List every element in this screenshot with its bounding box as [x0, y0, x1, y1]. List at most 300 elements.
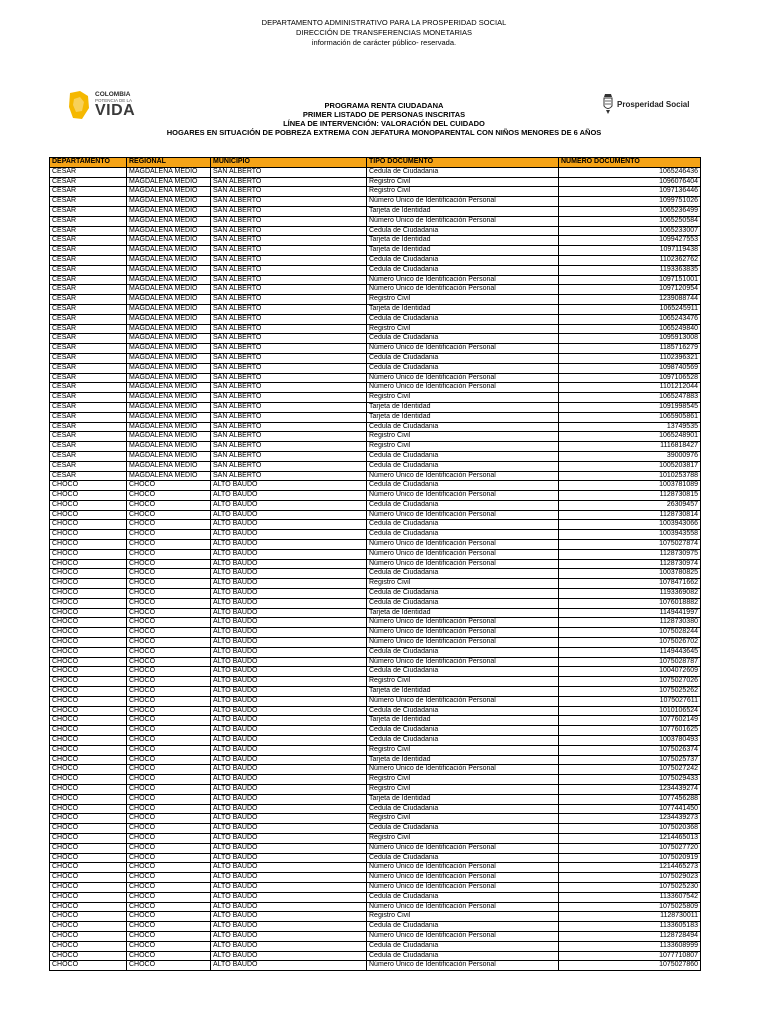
cell-municipio: SAN ALBERTO [211, 265, 367, 275]
cell-tipo-documento: Cedula de Ciudadania [367, 422, 559, 432]
cell-numero-documento: 1193363835 [559, 265, 701, 275]
cell-municipio: SAN ALBERTO [211, 187, 367, 197]
table-row [50, 314, 701, 324]
cell-tipo-documento: Cedula de Ciudadania [367, 461, 559, 471]
cell-municipio: ALTO BAUDÓ [211, 941, 367, 951]
cell-municipio: ALTO BAUDÓ [211, 549, 367, 559]
cell-municipio: SAN ALBERTO [211, 197, 367, 207]
cell-numero-documento: 1128730975 [559, 549, 701, 559]
table-row [50, 647, 701, 657]
cell-regional: MAGDALENA MEDIO [127, 383, 211, 393]
cell-regional: CHOCÓ [127, 491, 211, 501]
table-row [50, 412, 701, 422]
cell-tipo-documento: Cedula de Ciudadania [367, 569, 559, 579]
table-row [50, 598, 701, 608]
cell-regional: CHOCÓ [127, 912, 211, 922]
cell-departamento: CHOCÓ [50, 716, 127, 726]
cell-municipio: ALTO BAUDÓ [211, 608, 367, 618]
cell-municipio: ALTO BAUDÓ [211, 618, 367, 628]
cell-numero-documento: 1097120954 [559, 285, 701, 295]
cell-municipio: ALTO BAUDÓ [211, 736, 367, 746]
table-row [50, 285, 701, 295]
cell-regional: MAGDALENA MEDIO [127, 461, 211, 471]
cell-municipio: ALTO BAUDÓ [211, 951, 367, 961]
cell-regional: CHOCÓ [127, 726, 211, 736]
cell-departamento: CESAR [50, 275, 127, 285]
cell-regional: CHOCÓ [127, 736, 211, 746]
cell-numero-documento: 1077602149 [559, 716, 701, 726]
cell-numero-documento: 1075025809 [559, 902, 701, 912]
cell-tipo-documento: Cedula de Ciudadania [367, 589, 559, 599]
cell-regional: CHOCÓ [127, 677, 211, 687]
cell-tipo-documento: Cedula de Ciudadania [367, 736, 559, 746]
cell-tipo-documento: Cedula de Ciudadania [367, 951, 559, 961]
cell-departamento: CHOCÓ [50, 833, 127, 843]
cell-departamento: CESAR [50, 295, 127, 305]
cell-departamento: CHOCÓ [50, 785, 127, 795]
cell-regional: MAGDALENA MEDIO [127, 275, 211, 285]
cell-regional: MAGDALENA MEDIO [127, 167, 211, 177]
cell-departamento: CHOCÓ [50, 706, 127, 716]
cell-tipo-documento: Cedula de Ciudadania [367, 255, 559, 265]
table-row [50, 853, 701, 863]
cell-departamento: CHOCÓ [50, 961, 127, 971]
cell-municipio: ALTO BAUDÓ [211, 559, 367, 569]
cell-municipio: SAN ALBERTO [211, 373, 367, 383]
cell-numero-documento: 1065246436 [559, 167, 701, 177]
cell-departamento: CESAR [50, 177, 127, 187]
cell-tipo-documento: Cedula de Ciudadania [367, 353, 559, 363]
cell-tipo-documento: Registro Civil [367, 677, 559, 687]
cell-departamento: CHOCÓ [50, 638, 127, 648]
cell-tipo-documento: Registro Civil [367, 814, 559, 824]
table-row [50, 745, 701, 755]
cell-tipo-documento: Número Único de Identificación Personal [367, 863, 559, 873]
cell-regional: MAGDALENA MEDIO [127, 285, 211, 295]
column-header-departamento: DEPARTAMENTO [50, 158, 127, 168]
table-row [50, 765, 701, 775]
cell-regional: MAGDALENA MEDIO [127, 255, 211, 265]
cell-tipo-documento: Registro Civil [367, 745, 559, 755]
cell-tipo-documento: Cedula de Ciudadania [367, 647, 559, 657]
cell-departamento: CHOCÓ [50, 589, 127, 599]
cell-numero-documento: 1077456288 [559, 794, 701, 804]
cell-tipo-documento: Cedula de Ciudadania [367, 853, 559, 863]
cell-regional: CHOCÓ [127, 775, 211, 785]
table-body [50, 167, 701, 970]
table-row [50, 226, 701, 236]
cell-regional: MAGDALENA MEDIO [127, 177, 211, 187]
cell-municipio: SAN ALBERTO [211, 304, 367, 314]
cell-departamento: CESAR [50, 402, 127, 412]
cell-municipio: SAN ALBERTO [211, 246, 367, 256]
cell-tipo-documento: Cedula de Ciudadania [367, 892, 559, 902]
cell-departamento: CHOCÓ [50, 677, 127, 687]
cell-municipio: SAN ALBERTO [211, 324, 367, 334]
header-line-2: DIRECCIÓN DE TRANSFERENCIAS MONETARIAS [296, 28, 472, 37]
cell-departamento: CHOCÓ [50, 882, 127, 892]
cell-municipio: SAN ALBERTO [211, 226, 367, 236]
cell-numero-documento: 1003781089 [559, 481, 701, 491]
cell-regional: CHOCÓ [127, 569, 211, 579]
cell-numero-documento: 1075027720 [559, 843, 701, 853]
cell-regional: CHOCÓ [127, 755, 211, 765]
cell-regional: CHOCÓ [127, 785, 211, 795]
cell-numero-documento: 1005203817 [559, 461, 701, 471]
cell-municipio: ALTO BAUDÓ [211, 638, 367, 648]
table-row [50, 892, 701, 902]
cell-departamento: CESAR [50, 383, 127, 393]
cell-regional: CHOCÓ [127, 598, 211, 608]
cell-municipio: SAN ALBERTO [211, 461, 367, 471]
cell-tipo-documento: Cedula de Ciudadania [367, 598, 559, 608]
cell-numero-documento: 1075025230 [559, 882, 701, 892]
cell-municipio: ALTO BAUDÓ [211, 696, 367, 706]
document-subtitle-3: HOGARES EN SITUACIÓN DE POBREZA EXTREMA CON JEFATURA MONOPARENTAL CON NIÑOS MENORES DE 6 AÑOS [166, 128, 602, 137]
column-header-numero-documento: NUMERO DOCUMENTO [559, 158, 701, 168]
cell-departamento: CHOCÓ [50, 843, 127, 853]
cell-tipo-documento: Cedula de Ciudadania [367, 530, 559, 540]
cell-departamento: CESAR [50, 373, 127, 383]
cell-tipo-documento: Tarjeta de Identidad [367, 794, 559, 804]
cell-tipo-documento: Número Único de Identificación Personal [367, 197, 559, 207]
document-subtitle-1: PRIMER LISTADO DE PERSONAS INSCRITAS [302, 110, 466, 119]
cell-departamento: CESAR [50, 432, 127, 442]
cell-tipo-documento: Cedula de Ciudadania [367, 706, 559, 716]
table-row [50, 167, 701, 177]
cell-tipo-documento: Cedula de Ciudadania [367, 226, 559, 236]
table-row [50, 951, 701, 961]
cell-numero-documento: 1075025737 [559, 755, 701, 765]
table-row [50, 353, 701, 363]
cell-departamento: CESAR [50, 422, 127, 432]
cell-departamento: CHOCÓ [50, 775, 127, 785]
cell-departamento: CHOCÓ [50, 618, 127, 628]
cell-tipo-documento: Cedula de Ciudadania [367, 726, 559, 736]
cell-departamento: CESAR [50, 265, 127, 275]
cell-regional: CHOCÓ [127, 549, 211, 559]
cell-regional: CHOCÓ [127, 608, 211, 618]
document-title: PROGRAMA RENTA CIUDADANA [324, 101, 444, 110]
cell-tipo-documento: Número Único de Identificación Personal [367, 628, 559, 638]
table-row [50, 540, 701, 550]
cell-numero-documento: 1077710807 [559, 951, 701, 961]
cell-regional: MAGDALENA MEDIO [127, 197, 211, 207]
table-row [50, 520, 701, 530]
cell-departamento: CESAR [50, 226, 127, 236]
cell-regional: CHOCÓ [127, 696, 211, 706]
cell-municipio: ALTO BAUDÓ [211, 598, 367, 608]
cell-numero-documento: 1075028244 [559, 628, 701, 638]
table-row [50, 393, 701, 403]
cell-tipo-documento: Registro Civil [367, 833, 559, 843]
cell-departamento: CESAR [50, 334, 127, 344]
cell-regional: CHOCÓ [127, 510, 211, 520]
cell-departamento: CESAR [50, 255, 127, 265]
cell-numero-documento: 1128728494 [559, 931, 701, 941]
cell-tipo-documento: Registro Civil [367, 912, 559, 922]
cell-regional: MAGDALENA MEDIO [127, 442, 211, 452]
cell-regional: MAGDALENA MEDIO [127, 471, 211, 481]
cell-tipo-documento: Cedula de Ciudadania [367, 500, 559, 510]
cell-tipo-documento: Cedula de Ciudadania [367, 941, 559, 951]
cell-departamento: CESAR [50, 167, 127, 177]
cell-tipo-documento: Número Único de Identificación Personal [367, 843, 559, 853]
table-row [50, 814, 701, 824]
cell-municipio: ALTO BAUDÓ [211, 833, 367, 843]
cell-municipio: SAN ALBERTO [211, 275, 367, 285]
cell-numero-documento: 39000976 [559, 451, 701, 461]
table-row [50, 726, 701, 736]
cell-regional: CHOCÓ [127, 951, 211, 961]
table-row [50, 246, 701, 256]
cell-numero-documento: 1149441997 [559, 608, 701, 618]
cell-numero-documento: 1214465273 [559, 863, 701, 873]
cell-numero-documento: 1075029433 [559, 775, 701, 785]
cell-numero-documento: 1065250584 [559, 216, 701, 226]
table-row [50, 324, 701, 334]
table-row [50, 608, 701, 618]
cell-numero-documento: 1116818427 [559, 442, 701, 452]
cell-numero-documento: 1003943558 [559, 530, 701, 540]
cell-tipo-documento: Registro Civil [367, 187, 559, 197]
table-row [50, 873, 701, 883]
cell-regional: CHOCÓ [127, 765, 211, 775]
table-row [50, 657, 701, 667]
cell-tipo-documento: Registro Civil [367, 324, 559, 334]
cell-departamento: CHOCÓ [50, 931, 127, 941]
cell-departamento: CESAR [50, 324, 127, 334]
cell-regional: MAGDALENA MEDIO [127, 187, 211, 197]
cell-municipio: ALTO BAUDÓ [211, 824, 367, 834]
cell-regional: MAGDALENA MEDIO [127, 226, 211, 236]
cell-municipio: ALTO BAUDÓ [211, 687, 367, 697]
cell-regional: MAGDALENA MEDIO [127, 432, 211, 442]
table-row [50, 295, 701, 305]
table-row [50, 775, 701, 785]
table-row [50, 589, 701, 599]
cell-regional: CHOCÓ [127, 843, 211, 853]
cell-municipio: ALTO BAUDÓ [211, 500, 367, 510]
cell-municipio: ALTO BAUDÓ [211, 922, 367, 932]
table-row [50, 304, 701, 314]
cell-tipo-documento: Número Único de Identificación Personal [367, 540, 559, 550]
cell-departamento: CESAR [50, 206, 127, 216]
cell-regional: CHOCÓ [127, 657, 211, 667]
cell-numero-documento: 1075028787 [559, 657, 701, 667]
logo-left-line-1: COLOMBIA [95, 91, 131, 98]
cell-regional: CHOCÓ [127, 540, 211, 550]
cell-tipo-documento: Número Único de Identificación Personal [367, 657, 559, 667]
cell-tipo-documento: Tarjeta de Identidad [367, 236, 559, 246]
cell-tipo-documento: Cedula de Ciudadania [367, 824, 559, 834]
cell-tipo-documento: Registro Civil [367, 177, 559, 187]
cell-tipo-documento: Número Único de Identificación Personal [367, 618, 559, 628]
cell-municipio: SAN ALBERTO [211, 471, 367, 481]
cell-tipo-documento: Tarjeta de Identidad [367, 608, 559, 618]
cell-departamento: CHOCÓ [50, 520, 127, 530]
cell-regional: CHOCÓ [127, 579, 211, 589]
cell-tipo-documento: Registro Civil [367, 432, 559, 442]
cell-tipo-documento: Tarjeta de Identidad [367, 687, 559, 697]
cell-tipo-documento: Registro Civil [367, 579, 559, 589]
cell-numero-documento: 1096076404 [559, 177, 701, 187]
cell-numero-documento: 1234439273 [559, 814, 701, 824]
cell-tipo-documento: Registro Civil [367, 393, 559, 403]
prosperidad-social-text: Prosperidad Social [617, 100, 690, 109]
table-row [50, 785, 701, 795]
table-row [50, 931, 701, 941]
cell-numero-documento: 13749535 [559, 422, 701, 432]
cell-regional: MAGDALENA MEDIO [127, 265, 211, 275]
cell-numero-documento: 1065247883 [559, 393, 701, 403]
cell-tipo-documento: Cedula de Ciudadania [367, 451, 559, 461]
cell-departamento: CHOCÓ [50, 687, 127, 697]
table-row [50, 941, 701, 951]
cell-numero-documento: 1097136446 [559, 187, 701, 197]
cell-departamento: CESAR [50, 471, 127, 481]
cell-numero-documento: 26309457 [559, 500, 701, 510]
cell-municipio: SAN ALBERTO [211, 393, 367, 403]
cell-numero-documento: 1149443645 [559, 647, 701, 657]
table-row [50, 206, 701, 216]
cell-municipio: ALTO BAUDÓ [211, 530, 367, 540]
cell-numero-documento: 1193369082 [559, 589, 701, 599]
cell-numero-documento: 1075027026 [559, 677, 701, 687]
cell-municipio: ALTO BAUDÓ [211, 794, 367, 804]
table-row [50, 863, 701, 873]
cell-numero-documento: 1099427553 [559, 236, 701, 246]
cell-departamento: CESAR [50, 451, 127, 461]
cell-departamento: CHOCÓ [50, 824, 127, 834]
cell-departamento: CESAR [50, 442, 127, 452]
cell-regional: CHOCÓ [127, 745, 211, 755]
cell-regional: MAGDALENA MEDIO [127, 422, 211, 432]
table-row [50, 402, 701, 412]
table-row [50, 500, 701, 510]
cell-regional: MAGDALENA MEDIO [127, 304, 211, 314]
cell-regional: CHOCÓ [127, 647, 211, 657]
cell-departamento: CHOCÓ [50, 628, 127, 638]
cell-regional: CHOCÓ [127, 667, 211, 677]
cell-tipo-documento: Cedula de Ciudadania [367, 334, 559, 344]
cell-regional: CHOCÓ [127, 628, 211, 638]
cell-tipo-documento: Número Único de Identificación Personal [367, 931, 559, 941]
table-row [50, 334, 701, 344]
table-row [50, 255, 701, 265]
cell-tipo-documento: Registro Civil [367, 442, 559, 452]
cell-tipo-documento: Número Único de Identificación Personal [367, 373, 559, 383]
cell-numero-documento: 1010106524 [559, 706, 701, 716]
cell-departamento: CESAR [50, 393, 127, 403]
table-row [50, 216, 701, 226]
table-row [50, 177, 701, 187]
cell-municipio: SAN ALBERTO [211, 206, 367, 216]
table-row [50, 481, 701, 491]
cell-regional: MAGDALENA MEDIO [127, 206, 211, 216]
table-row [50, 569, 701, 579]
cell-numero-documento: 1065249840 [559, 324, 701, 334]
cell-departamento: CESAR [50, 197, 127, 207]
table-row [50, 461, 701, 471]
column-header-municipio: MUNICIPIO [211, 158, 367, 168]
cell-municipio: ALTO BAUDÓ [211, 765, 367, 775]
cell-regional: CHOCÓ [127, 804, 211, 814]
cell-municipio: ALTO BAUDÓ [211, 853, 367, 863]
cell-departamento: CESAR [50, 353, 127, 363]
table-row [50, 794, 701, 804]
cell-tipo-documento: Número Único de Identificación Personal [367, 383, 559, 393]
cell-regional: CHOCÓ [127, 716, 211, 726]
cell-municipio: ALTO BAUDÓ [211, 902, 367, 912]
table-header-row [50, 158, 701, 168]
cell-tipo-documento: Tarjeta de Identidad [367, 412, 559, 422]
table-row [50, 559, 701, 569]
cell-numero-documento: 1097151001 [559, 275, 701, 285]
cell-municipio: SAN ALBERTO [211, 422, 367, 432]
cell-municipio: ALTO BAUDÓ [211, 863, 367, 873]
cell-departamento: CHOCÓ [50, 667, 127, 677]
column-header-regional: REGIONAL [127, 158, 211, 168]
cell-departamento: CHOCÓ [50, 726, 127, 736]
cell-numero-documento: 1065233007 [559, 226, 701, 236]
table-row [50, 961, 701, 971]
cell-departamento: CHOCÓ [50, 569, 127, 579]
cell-municipio: ALTO BAUDÓ [211, 667, 367, 677]
table-row [50, 275, 701, 285]
table-row [50, 696, 701, 706]
cell-tipo-documento: Número Único de Identificación Personal [367, 491, 559, 501]
cell-municipio: SAN ALBERTO [211, 167, 367, 177]
cell-tipo-documento: Tarjeta de Identidad [367, 246, 559, 256]
cell-numero-documento: 1065236499 [559, 206, 701, 216]
cell-municipio: ALTO BAUDÓ [211, 873, 367, 883]
cell-departamento: CESAR [50, 344, 127, 354]
cell-numero-documento: 1065243476 [559, 314, 701, 324]
cell-municipio: SAN ALBERTO [211, 295, 367, 305]
cell-departamento: CESAR [50, 314, 127, 324]
cell-tipo-documento: Número Único de Identificación Personal [367, 696, 559, 706]
cell-departamento: CHOCÓ [50, 794, 127, 804]
cell-tipo-documento: Número Único de Identificación Personal [367, 765, 559, 775]
cell-tipo-documento: Número Único de Identificación Personal [367, 902, 559, 912]
cell-numero-documento: 1077601625 [559, 726, 701, 736]
cell-numero-documento: 1133607542 [559, 892, 701, 902]
cell-municipio: SAN ALBERTO [211, 442, 367, 452]
cell-regional: MAGDALENA MEDIO [127, 373, 211, 383]
cell-departamento: CHOCÓ [50, 755, 127, 765]
cell-departamento: CESAR [50, 216, 127, 226]
table-row [50, 902, 701, 912]
cell-regional: CHOCÓ [127, 687, 211, 697]
table-row [50, 912, 701, 922]
cell-tipo-documento: Cedula de Ciudadania [367, 481, 559, 491]
cell-municipio: SAN ALBERTO [211, 412, 367, 422]
table-row [50, 755, 701, 765]
cell-numero-documento: 1133605183 [559, 922, 701, 932]
cell-numero-documento: 1075027611 [559, 696, 701, 706]
cell-municipio: ALTO BAUDÓ [211, 912, 367, 922]
cell-municipio: SAN ALBERTO [211, 432, 367, 442]
cell-tipo-documento: Número Único de Identificación Personal [367, 559, 559, 569]
table-row [50, 363, 701, 373]
cell-regional: CHOCÓ [127, 922, 211, 932]
header-line-3: información de carácter público- reservada. [311, 38, 457, 47]
cell-tipo-documento: Registro Civil [367, 295, 559, 305]
table-row [50, 373, 701, 383]
cell-tipo-documento: Tarjeta de Identidad [367, 716, 559, 726]
cell-numero-documento: 1234439274 [559, 785, 701, 795]
